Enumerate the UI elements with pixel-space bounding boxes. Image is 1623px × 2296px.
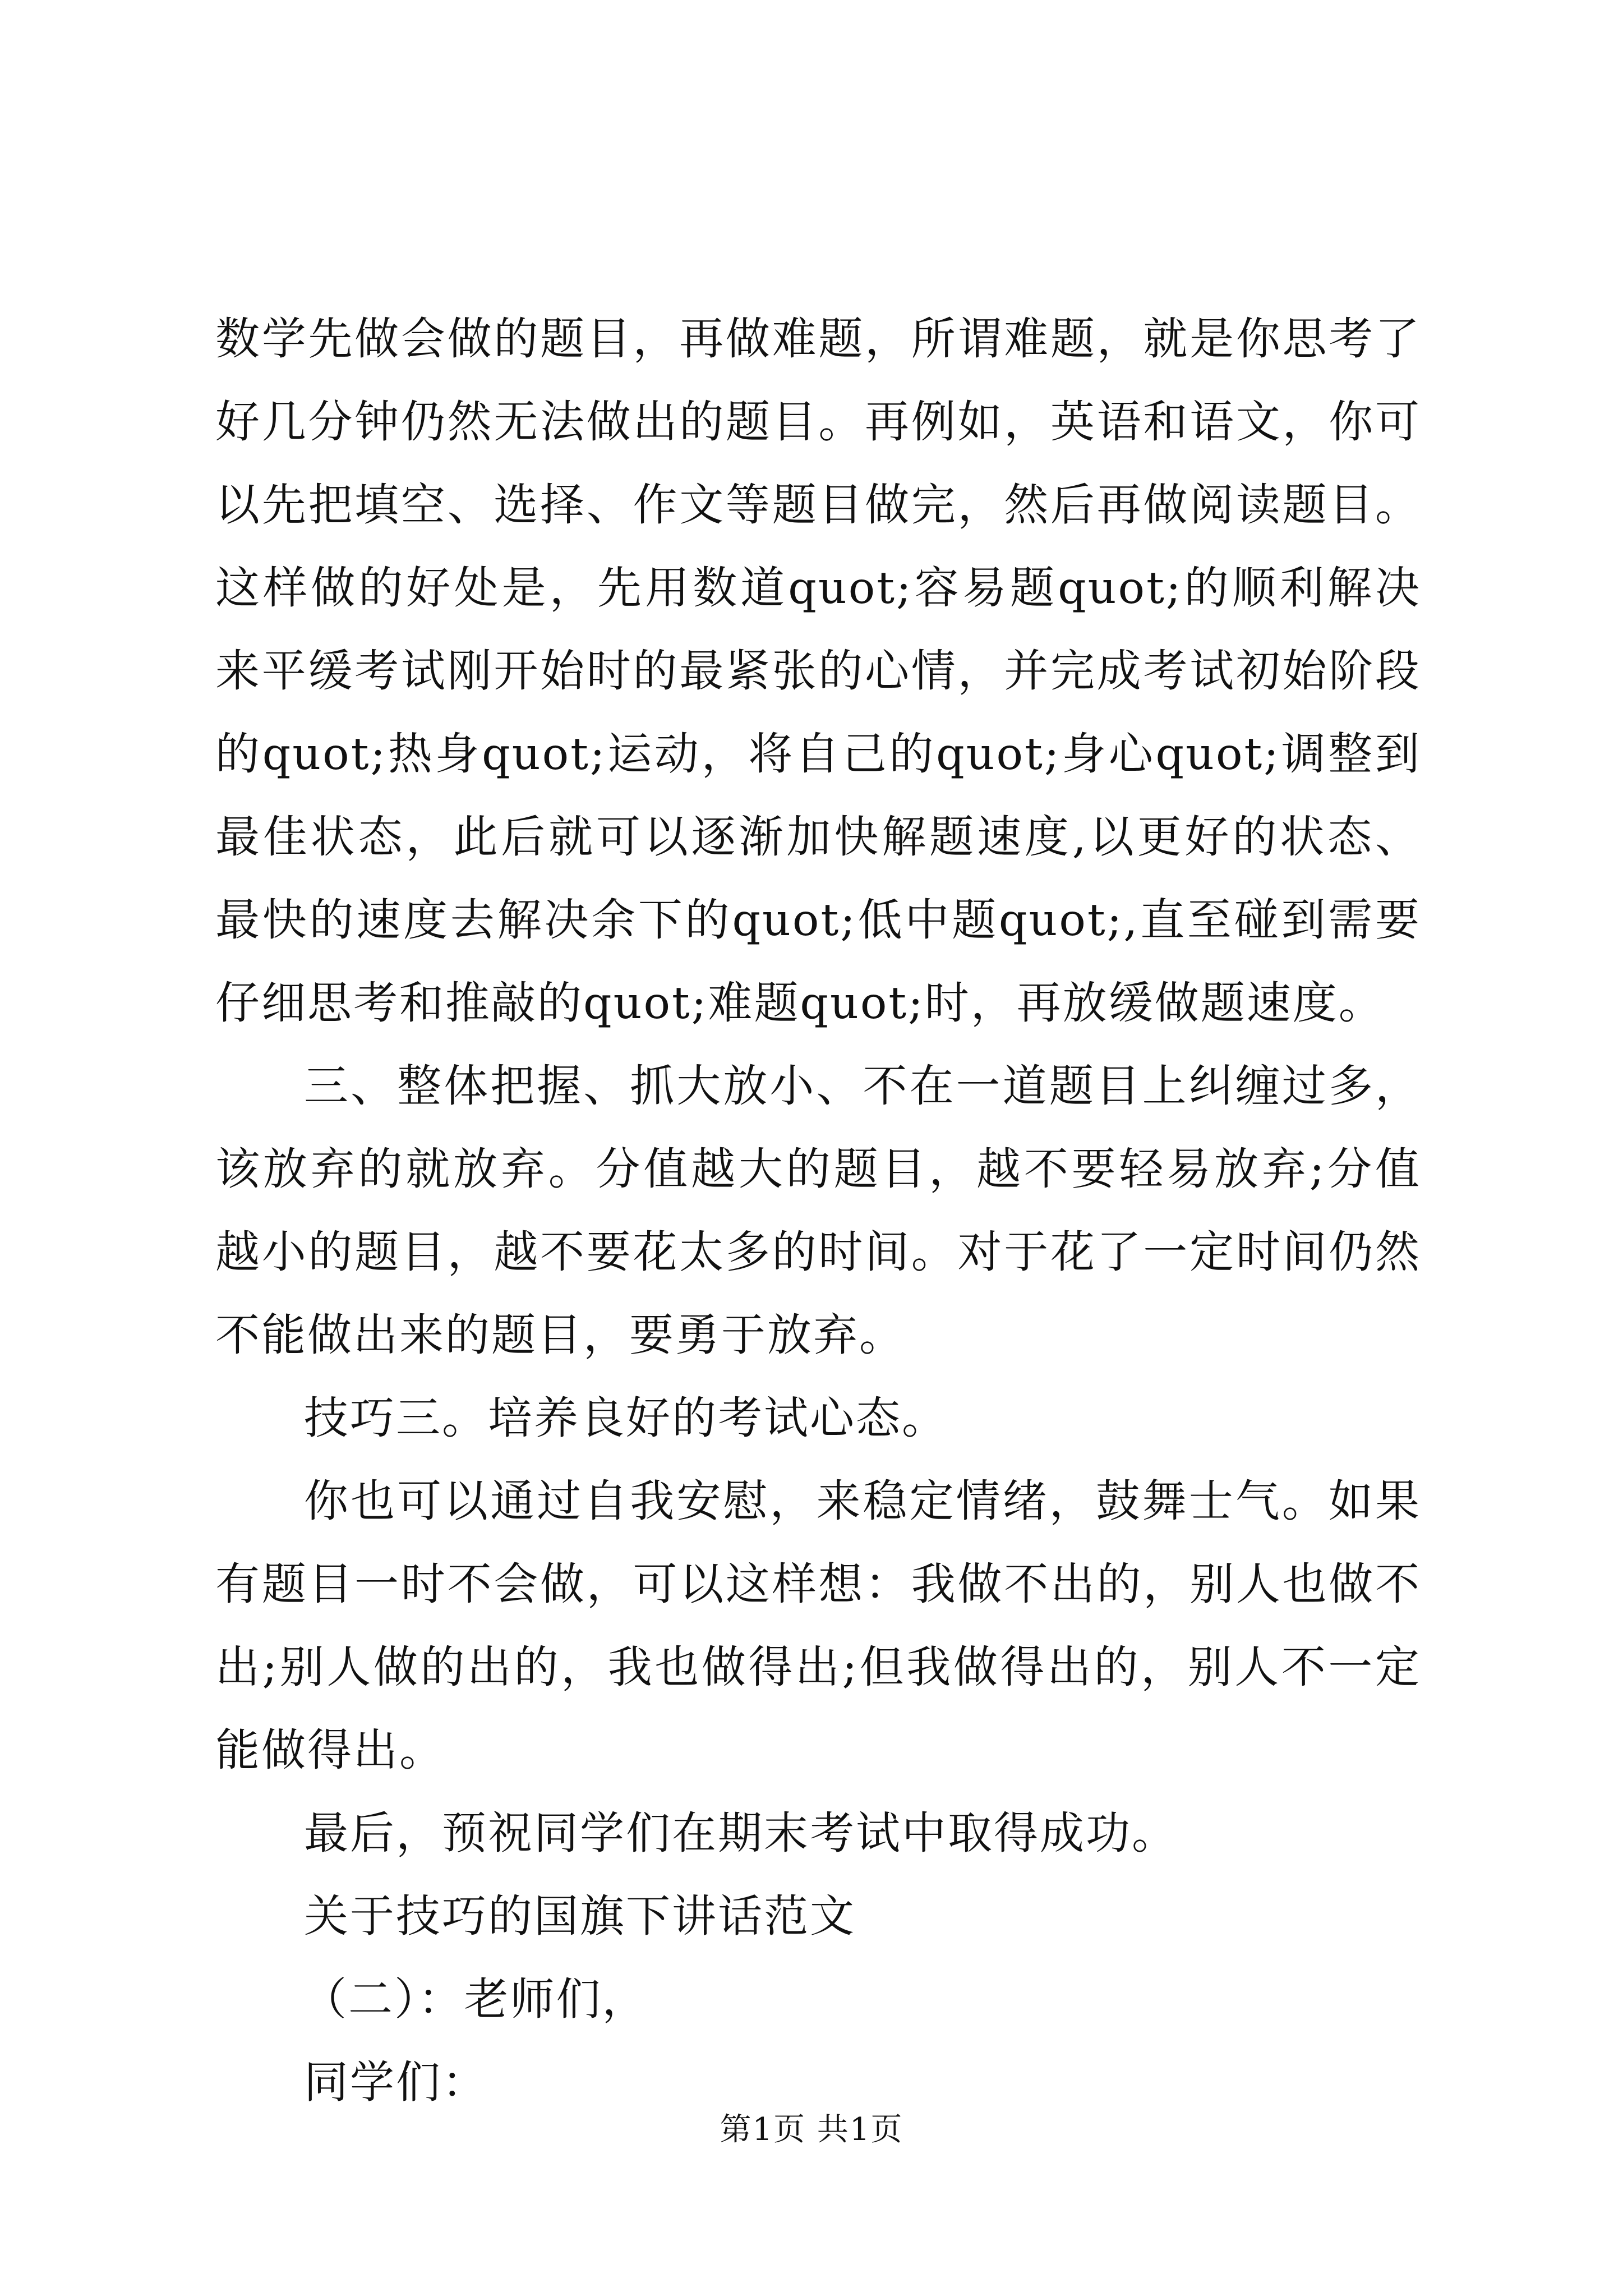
paragraph-closing-wish: 最后，预祝同学们在期末考试中取得成功。 (304, 1807, 1178, 1859)
page-footer: 第1页 共1页 (720, 2111, 903, 2148)
greeting-teachers: （二）：老师们， (302, 1973, 648, 2025)
document-body (215, 297, 1421, 2124)
paragraph-point-three: 三、整体把握、抓大放小、不在一道题目上纠缠过多，该放弃的就放弃。分值越大的题目，越不要轻易放弃;分值越小的题目，越不要花太多的时间。对于花了一定时间仍然不能做出来的题目，要勇于放弃。 (215, 1060, 1421, 1361)
paragraph-self-comfort: 你也可以通过自我安慰，来稳定情绪，鼓舞士气。如果有题目一时不会做，可以这样想：我做不出的，别人也做不出;别人做的出的，我也做得出;但我做得出的，别人不一定能做得出。 (215, 1475, 1421, 1776)
paragraph-tip-three-heading: 技巧三。培养良好的考试心态。 (304, 1392, 948, 1444)
section-title: 关于技巧的国旗下讲话范文 (304, 1890, 856, 1942)
paragraph-exam-strategy: 数学先做会做的题目，再做难题，所谓难题，就是你思考了好几分钟仍然无法做出的题目。再例如，英语和语文，你可以先把填空、选择、作文等题目做完，然后再做阅读题目。这样做的好处是，先用数道quot;容易题quot;的顺利解决来平缓考试刚开始时的最紧张的心情，并完成考试初始阶段的quot;热身quot;运动，将自己的quot;身心quot;调整到最佳状态，此后就可以逐渐加快解题速度,以更好的状态、最快的速度去解决余下的quot;低中题quot;,直至碰到需要仔细思考和推敲的quot;难题quot;时，再放缓做题速度。 (215, 313, 1421, 1029)
greeting-students: 同学们： (304, 2056, 488, 2108)
